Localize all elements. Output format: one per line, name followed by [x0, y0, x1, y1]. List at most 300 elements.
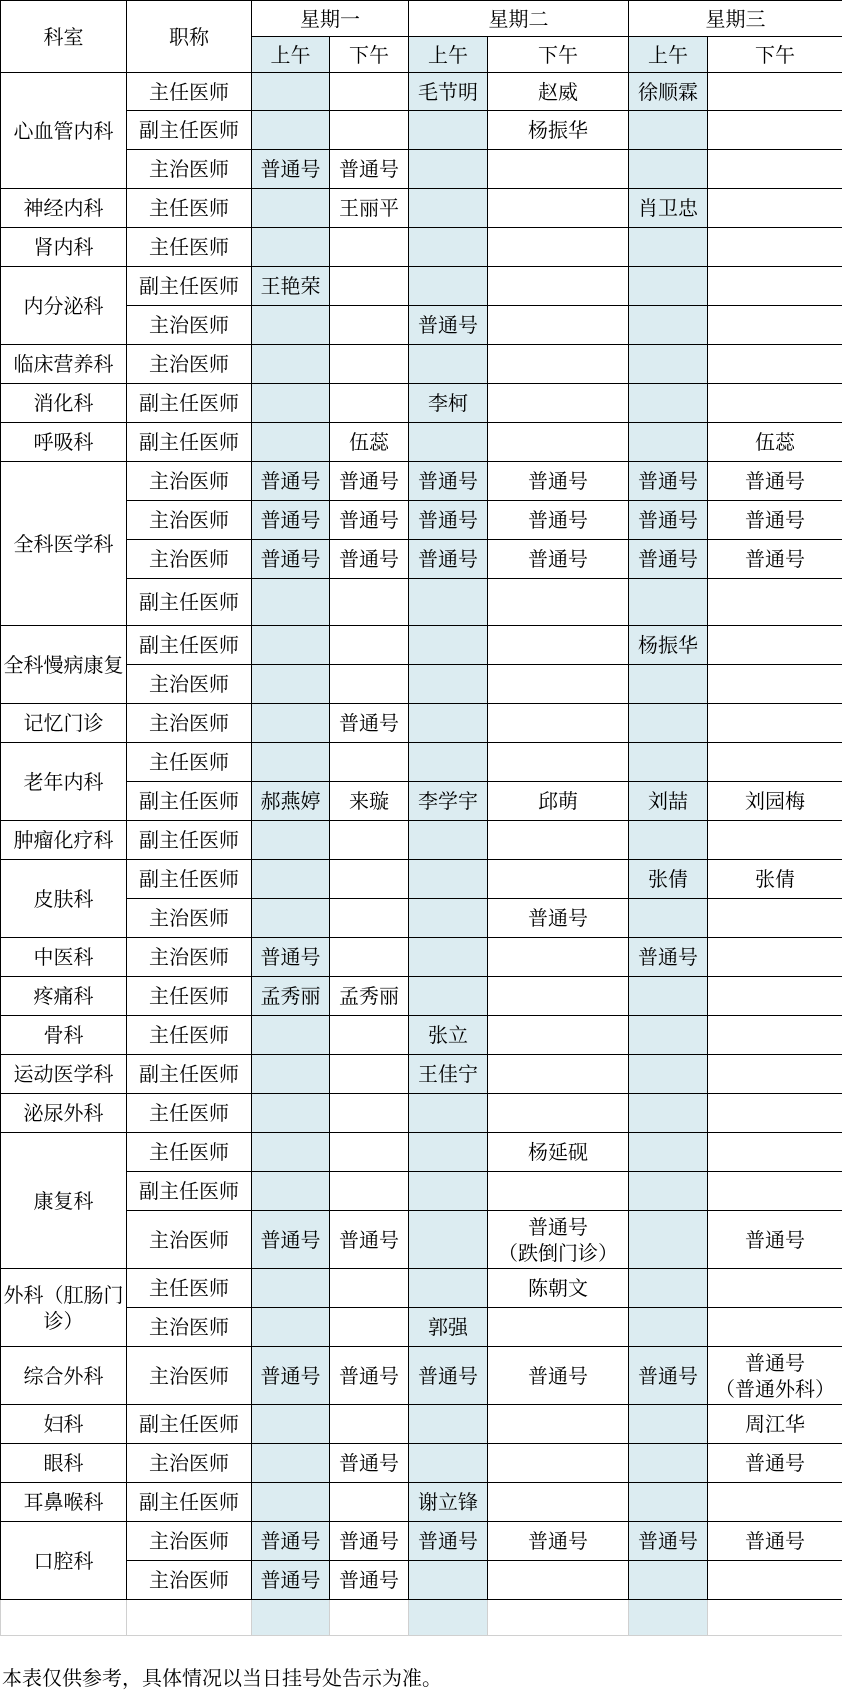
doctor-name: 普通号: [418, 508, 478, 532]
doctor-name: 徐顺霖: [638, 79, 698, 104]
schedule-row: [1, 860, 842, 899]
doctor-name: 毛节明: [418, 79, 478, 104]
schedule-row: [1, 821, 842, 860]
pm-slot-cell: [488, 1561, 629, 1600]
title-cell: 副主任医师: [127, 384, 252, 423]
pm-slot-cell: [488, 384, 629, 423]
pm-slot-cell: [488, 1444, 629, 1483]
pm-slot-cell: [330, 1308, 409, 1347]
am-slot-cell: [409, 1347, 488, 1405]
doctor-name: 郭强: [428, 1315, 468, 1339]
am-slot-cell: [629, 1405, 708, 1444]
am-slot-cell: [252, 977, 330, 1016]
clinic-note: （跌倒门诊）: [498, 1240, 618, 1265]
doctor-name: 普通号: [418, 547, 478, 571]
pm-slot-cell: [488, 1133, 629, 1172]
schedule-row: [1, 1055, 842, 1094]
pm-slot-cell: [708, 150, 842, 189]
am-slot-cell: [252, 665, 330, 704]
pm-slot-cell: [708, 501, 842, 540]
pm-slot-cell: [488, 501, 629, 540]
am-slot-cell: [409, 1172, 488, 1211]
am-slot-cell: [629, 1133, 708, 1172]
am-slot-cell: [409, 501, 488, 540]
am-slot-cell: [252, 1269, 330, 1308]
pm-slot-cell: [488, 938, 629, 977]
am-slot-cell: [409, 423, 488, 462]
pm-slot-cell: [488, 1483, 629, 1522]
title-cell: 主治医师: [127, 150, 252, 189]
doctor-name: 普通号: [638, 1363, 698, 1388]
doctor-name: 杨振华: [528, 118, 588, 142]
title-cell: 主治医师: [127, 938, 252, 977]
schedule-row: [1, 626, 842, 665]
pm-slot-cell: [330, 1269, 409, 1308]
doctor-name: 普通号: [528, 1529, 588, 1553]
pm-slot-cell: [708, 1308, 842, 1347]
am-slot-cell: [629, 782, 708, 821]
blank-row: [1, 1600, 842, 1636]
title-cell: 主治医师: [127, 1522, 252, 1561]
am-slot-cell: [629, 1094, 708, 1133]
doctor-name: 普通号: [260, 1227, 321, 1252]
am-slot-cell: [252, 501, 330, 540]
doctor-name: 普通号: [418, 313, 478, 337]
pm-slot-cell: [330, 73, 409, 111]
header-day-mon: 星期一: [252, 1, 409, 37]
dept-cell: 消化科: [1, 384, 127, 423]
schedule-row: [1, 189, 842, 228]
am-slot-cell: [252, 1016, 330, 1055]
doctor-name: 赵威: [538, 79, 578, 104]
pm-slot-cell: [488, 345, 629, 384]
pm-slot-cell: [708, 1172, 842, 1211]
am-slot-cell: [409, 1016, 488, 1055]
schedule-row: [1, 977, 842, 1016]
doctor-name: 普通号: [745, 1451, 805, 1475]
pm-slot-cell: [488, 189, 629, 228]
schedule-row: [1, 1269, 842, 1308]
pm-slot-cell: [708, 1347, 842, 1405]
doctor-name: 刘喆: [648, 789, 688, 813]
pm-slot-cell: [708, 423, 842, 462]
am-slot-cell: [409, 1055, 488, 1094]
title-cell: 主治医师: [127, 704, 252, 743]
dept-cell: 综合外科: [1, 1347, 127, 1405]
am-slot-cell: [252, 462, 330, 501]
doctor-name: 普通号: [418, 469, 478, 493]
doctor-name: 普通号: [260, 157, 321, 181]
pm-slot-cell: [488, 899, 629, 938]
am-slot-cell: [252, 579, 330, 626]
am-slot-cell: [409, 1269, 488, 1308]
am-slot-cell: [252, 423, 330, 462]
pm-slot-cell: [330, 150, 409, 189]
schedule-row: [1, 1561, 842, 1600]
am-slot-cell: [409, 150, 488, 189]
schedule-row: [1, 345, 842, 384]
pm-slot-cell: [488, 821, 629, 860]
pm-slot-cell: [488, 1308, 629, 1347]
am-slot-cell: [252, 1405, 330, 1444]
am-slot-cell: [409, 1405, 488, 1444]
am-slot-cell: [629, 1055, 708, 1094]
blank-cell: [629, 1600, 708, 1636]
pm-slot-cell: [708, 1522, 842, 1561]
am-slot-cell: [252, 111, 330, 150]
doctor-name: 普通号: [339, 1451, 399, 1475]
schedule-row: [1, 704, 842, 743]
pm-slot-cell: [488, 150, 629, 189]
am-slot-cell: [629, 1016, 708, 1055]
pm-slot-cell: [330, 1405, 409, 1444]
dept-cell: 皮肤科: [1, 860, 127, 938]
am-slot-cell: [409, 306, 488, 345]
schedule-row: [1, 1094, 842, 1133]
pm-slot-cell: [708, 1211, 842, 1269]
schedule-row: [1, 1405, 842, 1444]
doctor-name: 张倩: [648, 867, 688, 891]
am-slot-cell: [629, 345, 708, 384]
title-cell: 副主任医师: [127, 1405, 252, 1444]
pm-slot-cell: [330, 1016, 409, 1055]
am-slot-cell: [409, 540, 488, 579]
header-day-tue: 星期二: [409, 1, 629, 37]
pm-slot-cell: [330, 501, 409, 540]
doctor-name: 普通号: [638, 508, 698, 532]
doctor-name: 普通号: [528, 1214, 588, 1239]
am-slot-cell: [252, 821, 330, 860]
pm-slot-cell: [708, 462, 842, 501]
schedule-row: [1, 1522, 842, 1561]
am-slot-cell: [252, 743, 330, 782]
am-slot-cell: [629, 1522, 708, 1561]
title-cell: 副主任医师: [127, 1172, 252, 1211]
am-slot-cell: [252, 1522, 330, 1561]
title-cell: 主治医师: [127, 1308, 252, 1347]
schedule-row: [1, 1444, 842, 1483]
am-slot-cell: [252, 1094, 330, 1133]
am-slot-cell: [252, 899, 330, 938]
pm-slot-cell: [488, 704, 629, 743]
doctor-name: 普通号: [260, 945, 321, 969]
doctor-name: 普通号: [260, 1568, 321, 1592]
am-slot-cell: [409, 228, 488, 267]
am-slot-cell: [629, 384, 708, 423]
blank-cell: [330, 1600, 409, 1636]
pm-slot-cell: [330, 1133, 409, 1172]
pm-slot-cell: [330, 306, 409, 345]
pm-slot-cell: [708, 1016, 842, 1055]
pm-slot-cell: [488, 1405, 629, 1444]
am-slot-cell: [252, 267, 330, 306]
schedule-row: [1, 1172, 842, 1211]
schedule-row: [1, 899, 842, 938]
title-cell: 主任医师: [127, 1269, 252, 1308]
pm-slot-cell: [488, 1055, 629, 1094]
doctor-name: 谢立锋: [418, 1490, 478, 1514]
pm-slot-cell: [330, 1561, 409, 1600]
header-dept: 科室: [1, 1, 127, 73]
schedule-row: [1, 384, 842, 423]
pm-slot-cell: [330, 977, 409, 1016]
dept-cell: 呼吸科: [1, 423, 127, 462]
am-slot-cell: [629, 150, 708, 189]
am-slot-cell: [252, 1133, 330, 1172]
blank-cell: [127, 1600, 252, 1636]
am-slot-cell: [409, 1561, 488, 1600]
am-slot-cell: [252, 782, 330, 821]
am-slot-cell: [409, 899, 488, 938]
am-slot-cell: [629, 462, 708, 501]
am-slot-cell: [409, 1308, 488, 1347]
dept-cell: 肾内科: [1, 228, 127, 267]
doctor-name: 孟秀丽: [339, 984, 399, 1008]
am-slot-cell: [252, 345, 330, 384]
doctor-name: 王佳宁: [418, 1062, 478, 1086]
pm-slot-cell: [488, 1347, 629, 1405]
doctor-name: 普通号: [339, 1568, 399, 1592]
pm-slot-cell: [330, 626, 409, 665]
schedule-row: [1, 150, 842, 189]
header-title: 职称: [127, 1, 252, 73]
title-cell: 副主任医师: [127, 267, 252, 306]
dept-cell: 康复科: [1, 1133, 127, 1269]
doctor-name: 伍蕊: [349, 430, 389, 454]
dept-cell: 临床营养科: [1, 345, 127, 384]
title-cell: 主治医师: [127, 1444, 252, 1483]
am-slot-cell: [629, 1561, 708, 1600]
am-slot-cell: [629, 938, 708, 977]
am-slot-cell: [629, 665, 708, 704]
footnote: 本表仅供参考，具体情况以当日挂号处告示为准。: [2, 1666, 442, 1690]
doctor-name: 普通号: [528, 906, 588, 930]
doctor-name: 普通号: [418, 1529, 478, 1553]
pm-slot-cell: [330, 821, 409, 860]
am-slot-cell: [629, 1172, 708, 1211]
am-slot-cell: [629, 1211, 708, 1269]
am-slot-cell: [409, 1444, 488, 1483]
pm-slot-cell: [330, 1483, 409, 1522]
pm-slot-cell: [708, 540, 842, 579]
doctor-name: 普通号: [260, 1363, 321, 1388]
schedule-row: [1, 1016, 842, 1055]
schedule-row: [1, 423, 842, 462]
pm-slot-cell: [708, 899, 842, 938]
doctor-name: 普通号: [339, 711, 399, 735]
schedule-row: [1, 540, 842, 579]
dept-cell: 老年内科: [1, 743, 127, 821]
header-am: 上午: [629, 37, 708, 73]
title-cell: 主任医师: [127, 743, 252, 782]
am-slot-cell: [629, 73, 708, 111]
am-slot-cell: [409, 579, 488, 626]
doctor-name: 普通号: [339, 1363, 399, 1388]
schedule-row: [1, 782, 842, 821]
pm-slot-cell: [708, 665, 842, 704]
pm-slot-cell: [708, 704, 842, 743]
pm-slot-cell: [708, 1561, 842, 1600]
dept-cell: 心血管内科: [1, 73, 127, 189]
doctor-name: 普通号: [260, 508, 321, 532]
pm-slot-cell: [488, 782, 629, 821]
pm-slot-cell: [708, 579, 842, 626]
doctor-name: 普通号: [528, 469, 588, 493]
am-slot-cell: [629, 1347, 708, 1405]
dept-cell: 全科医学科: [1, 462, 127, 626]
doctor-name: 刘园梅: [745, 789, 805, 813]
am-slot-cell: [252, 938, 330, 977]
pm-slot-cell: [488, 1094, 629, 1133]
header-pm: 下午: [330, 37, 409, 73]
dept-cell: 外科（肛肠门诊）: [1, 1269, 127, 1347]
pm-slot-cell: [708, 782, 842, 821]
dept-cell: 记忆门诊: [1, 704, 127, 743]
schedule-row: [1, 462, 842, 501]
am-slot-cell: [629, 228, 708, 267]
am-slot-cell: [252, 1211, 330, 1269]
pm-slot-cell: [708, 267, 842, 306]
pm-slot-cell: [708, 189, 842, 228]
title-cell: 主任医师: [127, 228, 252, 267]
am-slot-cell: [629, 977, 708, 1016]
am-slot-cell: [252, 73, 330, 111]
pm-slot-cell: [330, 1055, 409, 1094]
title-cell: 主治医师: [127, 306, 252, 345]
am-slot-cell: [629, 743, 708, 782]
header-day-wed: 星期三: [629, 1, 842, 37]
doctor-name: 普通号: [528, 1363, 588, 1388]
doctor-name: 李学宇: [418, 789, 478, 813]
title-cell: 主治医师: [127, 1211, 252, 1269]
pm-slot-cell: [708, 938, 842, 977]
dept-cell: 耳鼻喉科: [1, 1483, 127, 1522]
am-slot-cell: [252, 1308, 330, 1347]
am-slot-cell: [409, 704, 488, 743]
dept-cell: 运动医学科: [1, 1055, 127, 1094]
dept-cell: 神经内科: [1, 189, 127, 228]
am-slot-cell: [629, 704, 708, 743]
doctor-name: 普通号: [638, 1529, 698, 1553]
doctor-name: 王艳荣: [260, 274, 321, 298]
title-cell: 主治医师: [127, 345, 252, 384]
am-slot-cell: [409, 782, 488, 821]
title-cell: 副主任医师: [127, 782, 252, 821]
pm-slot-cell: [330, 899, 409, 938]
header-row-days: [1, 1, 842, 37]
pm-slot-cell: [708, 384, 842, 423]
doctor-name: 普通号: [339, 1529, 399, 1553]
am-slot-cell: [629, 501, 708, 540]
am-slot-cell: [629, 423, 708, 462]
doctor-name: 李柯: [428, 391, 468, 415]
pm-slot-cell: [708, 977, 842, 1016]
blank-cell: [708, 1600, 842, 1636]
pm-slot-cell: [330, 1211, 409, 1269]
dept-cell: 肿瘤化疗科: [1, 821, 127, 860]
pm-slot-cell: [488, 1016, 629, 1055]
schedule-row: [1, 579, 842, 626]
pm-slot-cell: [488, 1172, 629, 1211]
title-cell: 主治医师: [127, 501, 252, 540]
schedule-row: [1, 228, 842, 267]
schedule-row: [1, 1308, 842, 1347]
dept-cell: 口腔科: [1, 1522, 127, 1600]
pm-slot-cell: [708, 1055, 842, 1094]
doctor-name: 普通号: [638, 469, 698, 493]
doctor-name: 普通号: [339, 469, 399, 493]
title-cell: 主治医师: [127, 899, 252, 938]
doctor-name: 普通号: [638, 945, 698, 969]
blank-cell: [1, 1600, 127, 1636]
am-slot-cell: [409, 1211, 488, 1269]
pm-slot-cell: [488, 743, 629, 782]
doctor-name: 周江华: [745, 1412, 805, 1436]
pm-slot-cell: [488, 860, 629, 899]
am-slot-cell: [629, 189, 708, 228]
pm-slot-cell: [488, 1269, 629, 1308]
doctor-name: 伍蕊: [755, 430, 795, 454]
am-slot-cell: [252, 306, 330, 345]
blank-cell: [409, 1600, 488, 1636]
am-slot-cell: [252, 228, 330, 267]
doctor-name: 肖卫忠: [638, 196, 698, 220]
dept-cell: 骨科: [1, 1016, 127, 1055]
pm-slot-cell: [708, 111, 842, 150]
dept-cell: 全科慢病康复: [1, 626, 127, 704]
pm-slot-cell: [708, 860, 842, 899]
blank-cell: [488, 1600, 629, 1636]
doctor-name: 陈朝文: [528, 1276, 588, 1300]
am-slot-cell: [409, 111, 488, 150]
am-slot-cell: [252, 704, 330, 743]
title-cell: 主任医师: [127, 189, 252, 228]
doctor-name: 杨振华: [638, 633, 698, 657]
am-slot-cell: [629, 626, 708, 665]
am-slot-cell: [252, 1444, 330, 1483]
pm-slot-cell: [488, 73, 629, 111]
doctor-name: 普通号: [745, 469, 805, 493]
pm-slot-cell: [708, 1094, 842, 1133]
doctor-name: 郝燕婷: [260, 789, 321, 813]
pm-slot-cell: [330, 189, 409, 228]
schedule-row: [1, 743, 842, 782]
dept-cell: 中医科: [1, 938, 127, 977]
title-cell: 主治医师: [127, 1347, 252, 1405]
am-slot-cell: [409, 462, 488, 501]
schedule-row: [1, 306, 842, 345]
doctor-name: 普通号: [745, 1529, 805, 1553]
schedule-row: [1, 1483, 842, 1522]
pm-slot-cell: [708, 821, 842, 860]
pm-slot-cell: [488, 462, 629, 501]
schedule-row: [1, 938, 842, 977]
pm-slot-cell: [330, 267, 409, 306]
am-slot-cell: [629, 540, 708, 579]
schedule-row: [1, 267, 842, 306]
doctor-name: 普通号: [339, 508, 399, 532]
title-cell: 主任医师: [127, 1094, 252, 1133]
doctor-name: 普通号: [745, 508, 805, 532]
doctor-name: 邱萌: [538, 789, 578, 813]
dept-cell: 内分泌科: [1, 267, 127, 345]
pm-slot-cell: [330, 579, 409, 626]
am-slot-cell: [409, 860, 488, 899]
am-slot-cell: [629, 267, 708, 306]
dept-cell: 疼痛科: [1, 977, 127, 1016]
pm-slot-cell: [488, 228, 629, 267]
schedule-row: [1, 73, 842, 111]
